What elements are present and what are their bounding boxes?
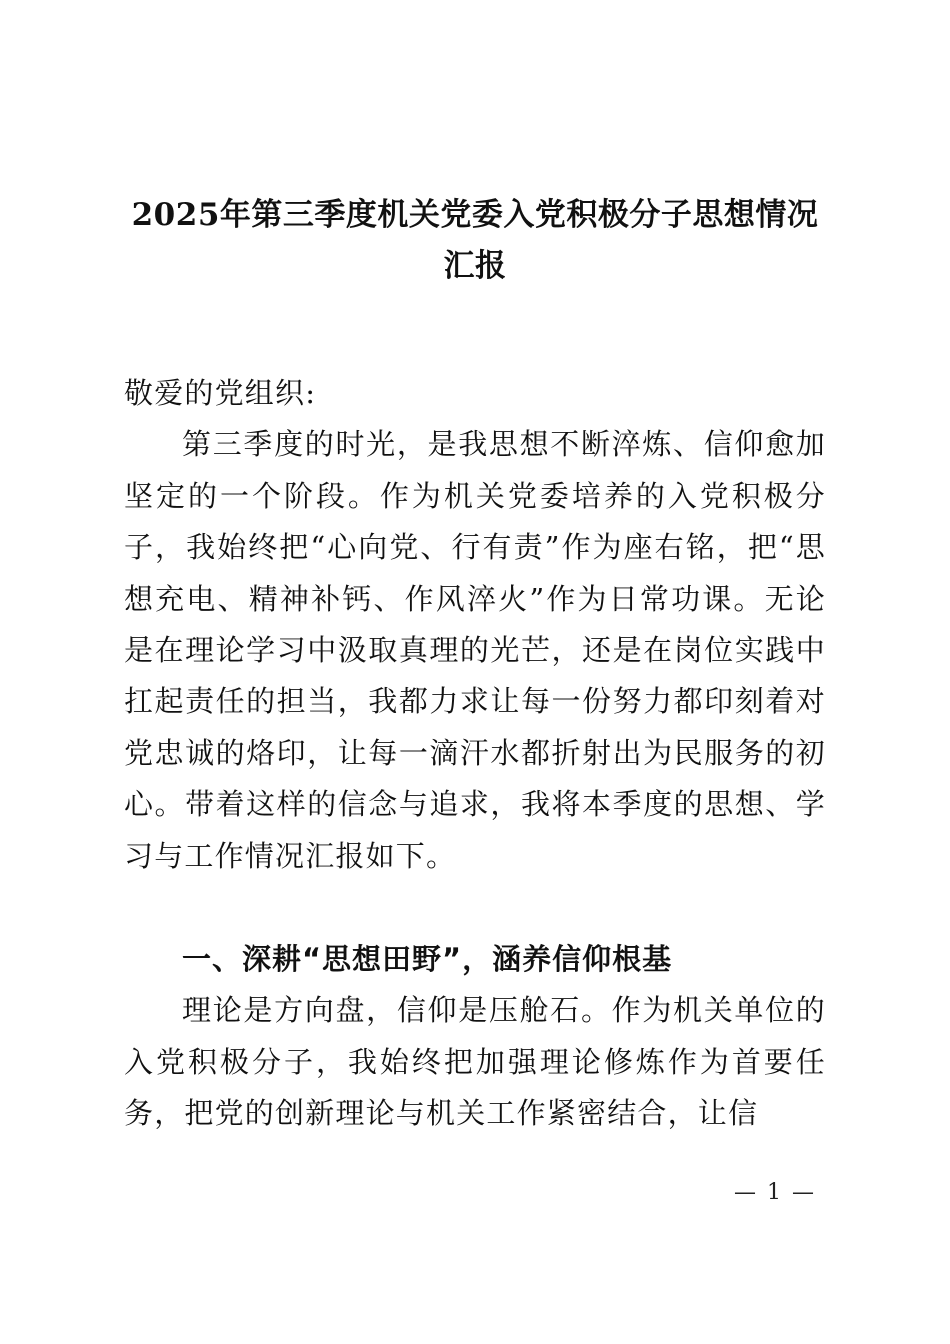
- section-paragraph: 理论是方向盘，信仰是压舱石。作为机关单位的入党积极分子，我始终把加强理论修炼作为首要任务，把党的创新理论与机关工作紧密结合，让信: [124, 993, 826, 1131]
- page-number: — 1 —: [734, 1180, 816, 1205]
- salutation: 敬爱的党组织:: [124, 376, 317, 410]
- document-body: [124, 368, 826, 1140]
- body-paragraph: 第三季度的时光，是我思想不断淬炼、信仰愈加坚定的一个阶段。作为机关党委培养的入党积极分子，我始终把“心向党、行有责”作为座右铭，把“思想充电、精神补钙、作风淬火”作为日常功课。无论是在理论学习中汲取真理的光芒，还是在岗位实践中扛起责任的担当，我都力求让每一份努力都印刻着对党忠诚的烙印，让每一滴汗水都折射出为民服务的初心。带着这样的信念与追求，我将本季度的思想、学习与工作情况汇报如下。: [124, 427, 826, 873]
- section-heading: 一、深耕“思想田野”，涵养信仰根基: [182, 942, 673, 977]
- document-title: 2025年第三季度机关党委入党积极分子思想情况汇报: [131, 197, 819, 284]
